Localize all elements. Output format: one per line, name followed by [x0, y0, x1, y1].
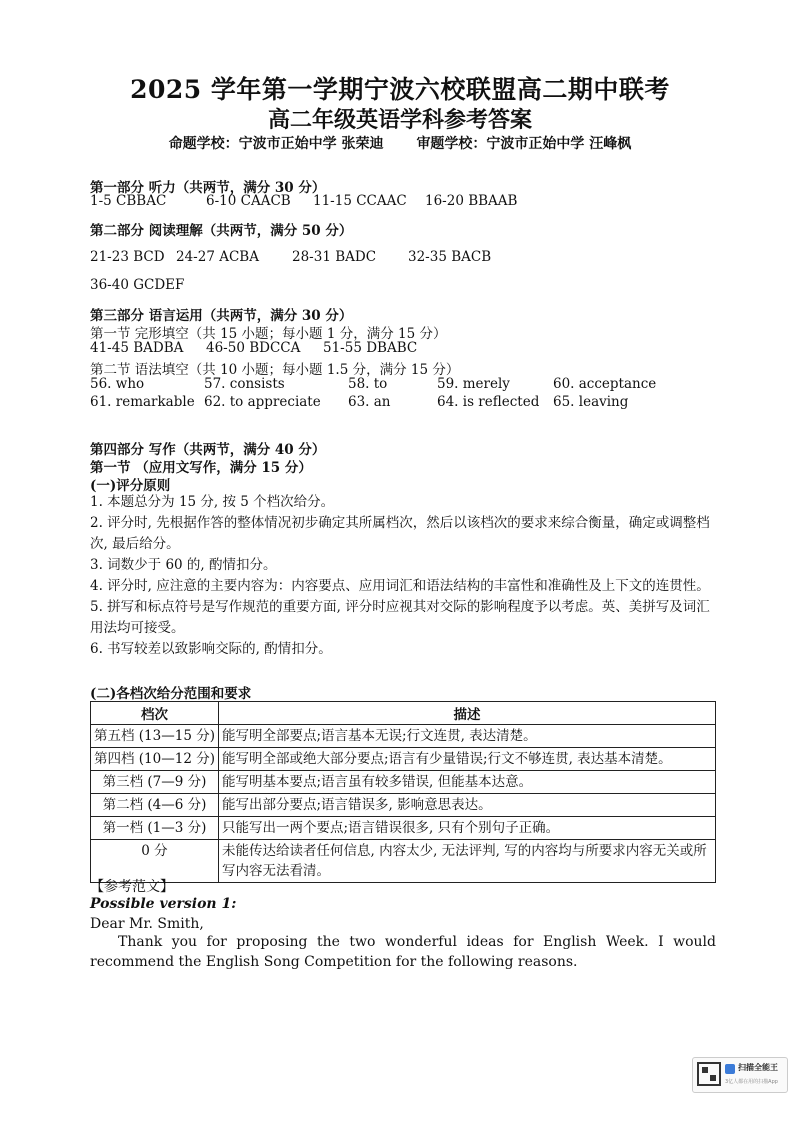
- scoring-levels-table: [90, 701, 716, 883]
- principles-heading: (一)评分原则: [90, 478, 171, 494]
- answer-group: 1-5 CBBAC: [90, 193, 167, 209]
- level-cell: 第五档 (13—15 分): [91, 725, 219, 748]
- exam-title: 2025 学年第一学期宁波六校联盟高二期中联考: [130, 75, 670, 104]
- grammar-answer: 64. is reflected: [437, 394, 540, 410]
- grammar-answer: 60. acceptance: [553, 376, 657, 392]
- scanner-watermark: [692, 1057, 788, 1093]
- grammar-answer: 57. consists: [204, 376, 285, 392]
- table-row: [91, 794, 716, 817]
- answer-key-subtitle: 高二年级英语学科参考答案: [267, 107, 532, 133]
- principle-item: 4. 评分时, 应注意的主要内容为：内容要点、应用词汇和语法结构的丰富性和准确性及上下文的连贯性。: [90, 578, 710, 594]
- description-cell: 只能写出一两个要点;语言错误很多, 只有个别句子正确。: [218, 817, 715, 840]
- answer-group: 28-31 BADC: [292, 249, 377, 265]
- description-cell: 能写出部分要点;语言错误多, 影响意思表达。: [218, 794, 715, 817]
- table-row: [91, 748, 716, 771]
- grammar-answer: 61. remarkable: [90, 394, 195, 410]
- level-cell: 第二档 (4—6 分): [91, 794, 219, 817]
- cloze-heading: 第一节 完形填空（共 15 小题；每小题 1 分，满分 15 分）: [90, 326, 447, 342]
- level-cell: 第四档 (10—12 分): [91, 748, 219, 771]
- description-cell: 未能传达给读者任何信息, 内容太少, 无法评判, 写的内容均与所要求内容无关或所写内容无法看清。: [218, 840, 715, 883]
- answer-group: 51-55 DBABC: [323, 340, 418, 356]
- table-row: [91, 840, 716, 883]
- writing-section-heading: 第一节 （应用文写作，满分 15 分）: [90, 460, 312, 476]
- author-left: 命题学校：宁波市正始中学 张荣迪: [168, 136, 384, 152]
- levels-heading: (二)各档次给分范围和要求: [90, 686, 252, 702]
- part3-heading: 第三部分 语言运用（共两节，满分 30 分）: [90, 308, 353, 324]
- description-cell: 能写明全部要点;语言基本无误;行文连贯, 表达清楚。: [218, 725, 715, 748]
- grammar-answer: 56. who: [90, 376, 145, 392]
- principle-item: 3. 词数少于 60 的, 酌情扣分。: [90, 557, 277, 573]
- column-header-level: 档次: [91, 702, 219, 725]
- answer-group: 32-35 BACB: [408, 249, 492, 265]
- level-cell: 第三档 (7—9 分): [91, 771, 219, 794]
- grammar-answer: 59. merely: [437, 376, 510, 392]
- grammar-answer: 65. leaving: [553, 394, 629, 410]
- author-right: 审题学校：宁波市正始中学 汪峰枫: [416, 136, 632, 152]
- reference-heading: 【参考范文】: [90, 879, 174, 895]
- answer-group: 46-50 BDCCA: [206, 340, 301, 356]
- letter-body: Thank you for proposing the two wonderful ideas for English Week. I would recommend the English Song Competition for the following reasons.: [90, 934, 716, 970]
- grammar-heading: 第二节 语法填空（共 10 小题；每小题 1.5 分，满分 15 分）: [90, 362, 460, 378]
- scanner-app-name: 扫描全能王: [738, 1063, 778, 1072]
- principles-list: [90, 492, 720, 660]
- level-cell: 第一档 (1—3 分): [91, 817, 219, 840]
- author-line: [0, 133, 800, 153]
- part1-heading: 第一部分 听力（共两节，满分 30 分）: [90, 180, 326, 196]
- principle-item: 1. 本题总分为 15 分, 按 5 个档次给分。: [90, 494, 335, 510]
- principle-item: 2. 评分时, 先根据作答的整体情况初步确定其所属档次，然后以该档次的要求来综合衡量，确定或调整档次, 最后给分。: [90, 515, 710, 552]
- table-row: [91, 771, 716, 794]
- answer-group: 6-10 CAACB: [206, 193, 291, 209]
- grammar-answer: 63. an: [348, 394, 391, 410]
- table-row: [91, 817, 716, 840]
- column-header-description: 描述: [218, 702, 715, 725]
- grammar-answer: 58. to: [348, 376, 388, 392]
- principle-item: 6. 书写较差以致影响交际的, 酌情扣分。: [90, 641, 332, 657]
- answer-group: 24-27 ACBA: [176, 249, 259, 265]
- table-row: [91, 725, 716, 748]
- answer-group: 21-23 BCD: [90, 249, 165, 265]
- table-header-row: [91, 702, 716, 725]
- scanner-logo-icon: [725, 1064, 735, 1074]
- letter-greeting: Dear Mr. Smith,: [90, 916, 204, 932]
- principle-item: 5. 拼写和标点符号是写作规范的重要方面, 评分时应视其对交际的影响程度予以考虑。英、美拼写及词汇用法均可接受。: [90, 599, 710, 636]
- part2-answers-2: 36-40 GCDEF: [90, 277, 185, 293]
- answer-group: 11-15 CCAAC: [313, 193, 407, 209]
- description-cell: 能写明全部或绝大部分要点;语言有少量错误;行文不够连贯, 表达基本清楚。: [218, 748, 715, 771]
- qr-code-icon: [697, 1062, 721, 1086]
- answer-group: 16-20 BBAAB: [425, 193, 518, 209]
- part4-heading: 第四部分 写作（共两节，满分 40 分）: [90, 442, 326, 458]
- answer-group: 41-45 BADBA: [90, 340, 184, 356]
- level-cell: 0 分: [91, 840, 219, 883]
- description-cell: 能写明基本要点;语言虽有较多错误, 但能基本达意。: [218, 771, 715, 794]
- scanner-tagline: 3亿人都在用的扫描App: [725, 1079, 778, 1085]
- part2-heading: 第二部分 阅读理解（共两节，满分 50 分）: [90, 223, 353, 239]
- possible-version-label: Possible version 1:: [90, 896, 237, 912]
- grammar-answer: 62. to appreciate: [204, 394, 321, 410]
